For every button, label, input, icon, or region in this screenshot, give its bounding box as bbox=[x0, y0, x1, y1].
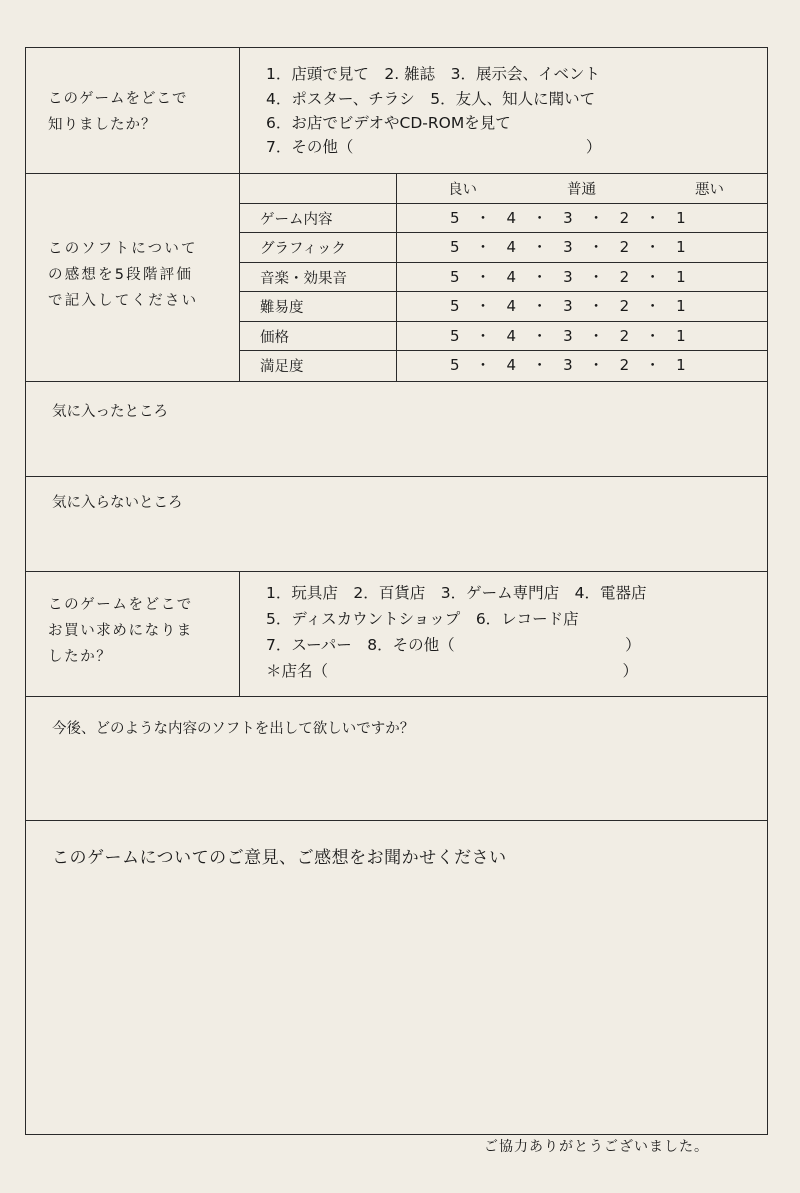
rating-table bbox=[240, 174, 767, 381]
section-liked[interactable] bbox=[26, 382, 767, 477]
rating-column-divider bbox=[396, 351, 397, 382]
rating-column-divider bbox=[396, 322, 397, 351]
rating-category: 満足度 bbox=[260, 359, 304, 375]
section-future-software[interactable] bbox=[26, 697, 767, 821]
rating-category: 難易度 bbox=[260, 300, 304, 316]
section-disliked[interactable] bbox=[26, 477, 767, 572]
rating-category: 音楽・効果音 bbox=[260, 270, 347, 287]
how-known-question: このゲームをどこで 知りましたか？ bbox=[48, 91, 188, 133]
rating-column-divider bbox=[396, 174, 397, 203]
rating-scale[interactable]: 5 ・ 4 ・ 3 ・ 2 ・ 1 bbox=[450, 208, 687, 227]
rating-scale[interactable]: 5 ・ 4 ・ 3 ・ 2 ・ 1 bbox=[450, 238, 687, 256]
how-known-option-line-3: 6．お店でビデオやCD-ROMを見て bbox=[266, 114, 511, 132]
rating-row-graphics bbox=[240, 233, 767, 263]
liked-label: 気に入ったところ bbox=[52, 404, 168, 420]
rating-scale[interactable]: 5 ・ 4 ・ 3 ・ 2 ・ 1 bbox=[450, 267, 687, 286]
rating-row-satisfaction bbox=[240, 351, 767, 382]
rating-column-divider bbox=[396, 233, 397, 262]
rating-column-divider bbox=[396, 292, 397, 321]
section-opinions[interactable] bbox=[26, 821, 767, 1134]
rating-row-content bbox=[240, 204, 767, 234]
how-known-option-line-2: 4．ポスター、チラシ 5．友人、知人に聞いて bbox=[266, 90, 596, 108]
section-rating bbox=[26, 174, 767, 382]
where-bought-question: このゲームをどこで お買い求めになりま したか？ bbox=[48, 597, 193, 665]
rating-row-difficulty bbox=[240, 292, 767, 322]
section-how-known bbox=[26, 48, 767, 174]
where-bought-label-cell bbox=[26, 572, 240, 696]
rating-header-good: 良い bbox=[448, 182, 477, 198]
rating-scale[interactable]: 5 ・ 4 ・ 3 ・ 2 ・ 1 bbox=[450, 326, 687, 345]
rating-scale[interactable]: 5 ・ 4 ・ 3 ・ 2 ・ 1 bbox=[450, 297, 687, 315]
rating-header-row bbox=[240, 174, 767, 204]
section-where-bought bbox=[26, 572, 767, 697]
rating-column-divider bbox=[396, 263, 397, 292]
rating-category: ゲーム内容 bbox=[260, 211, 333, 228]
where-bought-option-line-1: 1．玩具店 2．百貨店 3．ゲーム専門店 4．電器店 bbox=[266, 584, 647, 602]
rating-row-sound bbox=[240, 263, 767, 293]
opinions-heading: このゲームについてのご意見、ご感想をお聞かせください bbox=[52, 848, 507, 868]
rating-category: グラフィック bbox=[260, 241, 346, 257]
future-software-label: 今後、どのような内容のソフトを出して欲しいですか？ bbox=[52, 721, 415, 737]
rating-scale[interactable]: 5 ・ 4 ・ 3 ・ 2 ・ 1 bbox=[450, 356, 687, 374]
how-known-option-line-1: 1．店頭で見て 2. 雑誌 3．展示会、イベント bbox=[266, 65, 600, 83]
where-bought-option-line-3[interactable]: 7．スーパー 8．その他（ ） bbox=[266, 636, 641, 654]
rating-category: 価格 bbox=[260, 329, 289, 346]
questionnaire-form bbox=[25, 47, 768, 1135]
rating-header-bad: 悪い bbox=[695, 182, 724, 198]
how-known-label-cell bbox=[26, 48, 240, 173]
thank-you-note: ご協力ありがとうございました。 bbox=[484, 1139, 709, 1155]
store-name-field[interactable]: ＊店名（ ） bbox=[266, 662, 639, 680]
rating-question: このソフトについて の感想を5段階評価 で記入してください bbox=[48, 241, 199, 309]
how-known-option-line-4[interactable]: 7．その他（ ） bbox=[266, 138, 602, 156]
rating-row-price bbox=[240, 322, 767, 352]
where-bought-option-line-2: 5．ディスカウントショップ 6．レコード店 bbox=[266, 610, 579, 628]
rating-label-cell bbox=[26, 174, 240, 381]
disliked-label: 気に入らないところ bbox=[52, 495, 183, 511]
rating-column-divider bbox=[396, 204, 397, 233]
rating-header-normal: 普通 bbox=[567, 182, 596, 198]
